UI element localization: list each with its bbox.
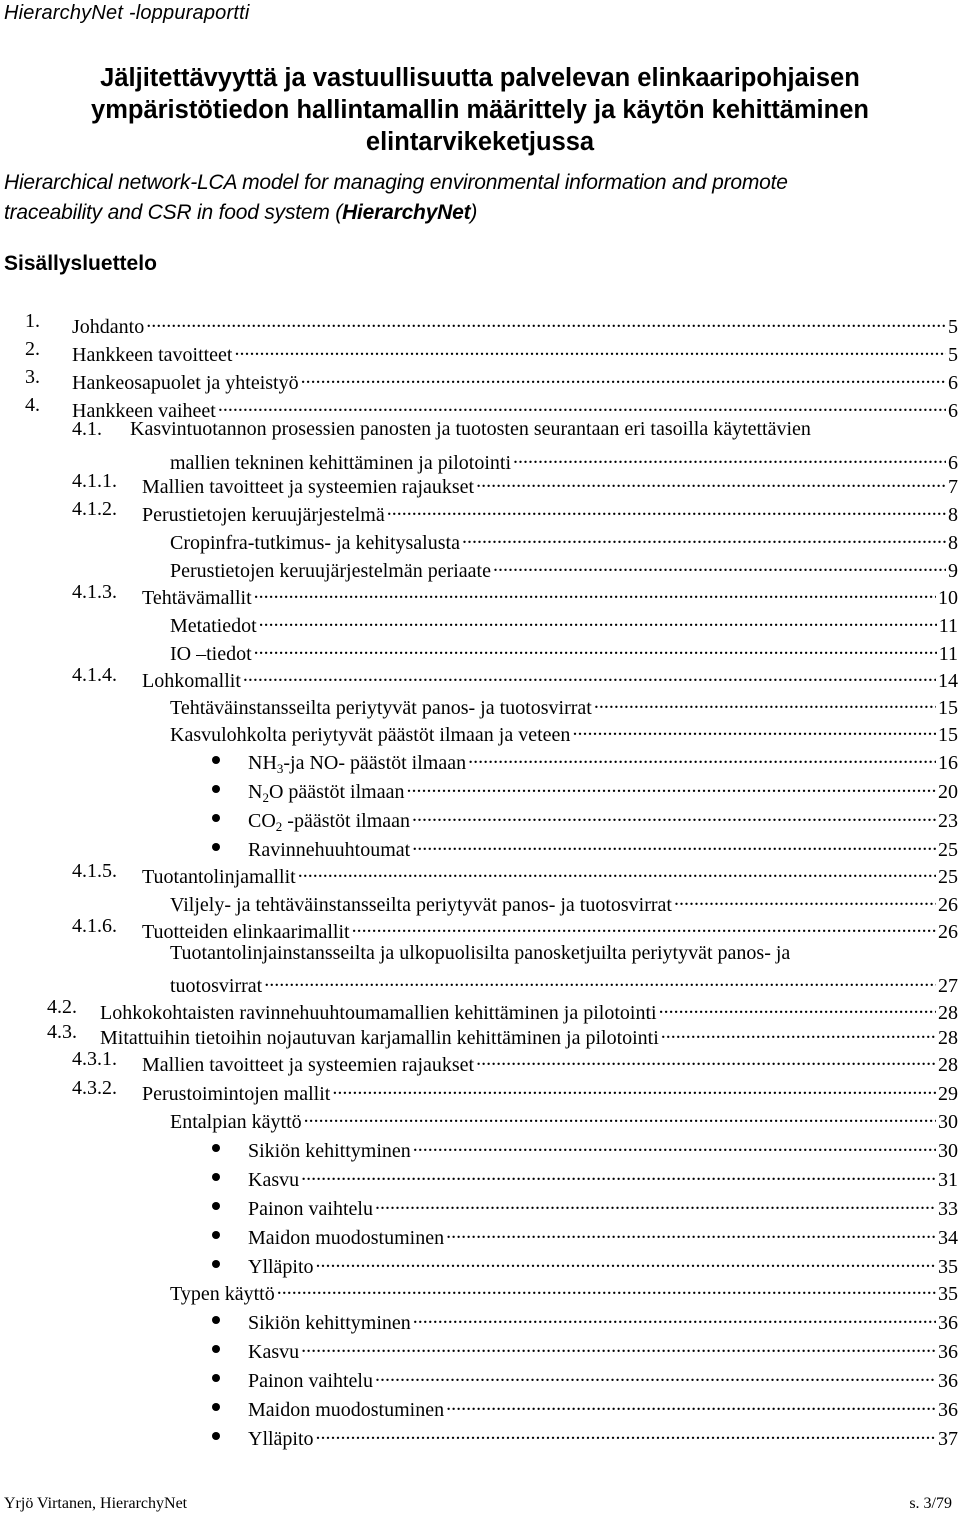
toc-dot-leader	[304, 1104, 936, 1128]
toc-entry[interactable]	[248, 745, 958, 776]
toc-entry[interactable]	[142, 580, 958, 609]
toc-page-number: 33	[938, 1198, 958, 1220]
toc-dot-leader	[413, 1305, 936, 1329]
toc-page-number: 35	[938, 1283, 958, 1305]
toc-entry[interactable]	[72, 365, 958, 394]
toc-entry[interactable]	[170, 445, 958, 474]
toc-dot-leader	[375, 1191, 936, 1215]
toc-dot-leader	[387, 497, 946, 521]
toc-entry-text: Maidon muodostuminen	[248, 1399, 445, 1421]
bullet-icon	[212, 1374, 220, 1382]
toc-entry-number: 4.1.	[72, 418, 102, 440]
toc-page-number: 28	[938, 1054, 958, 1076]
toc-page-number: 7	[948, 476, 958, 498]
toc-entry-text: Cropinfra-tutkimus- ja kehitysalusta	[170, 532, 460, 554]
bullet-icon	[212, 756, 220, 764]
toc-entry[interactable]	[248, 1133, 958, 1162]
bullet-icon	[212, 1432, 220, 1440]
toc-entry[interactable]	[248, 1334, 958, 1363]
toc-entry-text: Johdanto	[72, 316, 145, 338]
toc-entry-text: Painon vaihtelu	[248, 1198, 373, 1220]
toc-dot-leader	[301, 365, 946, 389]
toc-page-number: 23	[938, 810, 958, 832]
toc-dot-leader	[259, 608, 937, 632]
bullet-icon	[212, 1173, 220, 1181]
toc-entry-number: 2.	[25, 338, 40, 360]
toc-entry[interactable]	[170, 1104, 958, 1133]
toc-entry[interactable]	[142, 469, 958, 498]
toc-entry-text: IO –tiedot	[170, 643, 252, 665]
toc-dot-leader	[277, 1276, 936, 1300]
toc-entry[interactable]	[248, 1305, 958, 1334]
toc-entry[interactable]	[72, 393, 958, 422]
toc-entry-text[interactable]: Tuotantolinjainstansseilta ja ulkopuolisilta panosketjuilta periytyvät panos- ja	[170, 942, 791, 964]
toc-page-number: 8	[948, 504, 958, 526]
toc-entry[interactable]	[142, 859, 958, 888]
toc-entry-text: Sikiön kehittyminen	[248, 1312, 411, 1334]
toc-dot-leader	[476, 1047, 936, 1071]
toc-page-number: 25	[938, 839, 958, 861]
toc-entry[interactable]	[170, 690, 958, 719]
toc-entry[interactable]	[248, 774, 958, 805]
toc-entry-text: Lohkokohtaisten ravinnehuuhtoumamallien kehittäminen ja pilotointi	[100, 1002, 657, 1024]
toc-page-number: 9	[948, 560, 958, 582]
toc-entry-text: Entalpian käyttö	[170, 1111, 302, 1133]
toc-page-number: 5	[948, 344, 958, 366]
toc-dot-leader	[412, 803, 936, 827]
toc-entry-text: Ylläpito	[248, 1256, 314, 1278]
toc-dot-leader	[254, 580, 936, 604]
footer-author: Yrjö Virtanen, HierarchyNet	[4, 1495, 188, 1512]
toc-dot-leader	[406, 774, 936, 798]
toc-entry-text: Mallien tavoitteet ja systeemien rajaukset	[142, 1054, 475, 1076]
toc-page-number: 6	[948, 452, 958, 474]
toc-entry[interactable]	[248, 1191, 958, 1220]
toc-entry[interactable]	[248, 1162, 958, 1191]
toc-page-number: 36	[938, 1341, 958, 1363]
toc-entry-text: Tuotteiden elinkaarimallit	[142, 921, 350, 943]
toc-entry-number: 4.1.4.	[72, 664, 117, 686]
bullet-icon	[212, 785, 220, 793]
toc-entry-text: Painon vaihtelu	[248, 1370, 373, 1392]
toc-page-number: 5	[948, 316, 958, 338]
toc-entry-text: Perustietojen keruujärjestelmä	[142, 504, 385, 526]
toc-entry-text: $CO_2$ -päästöt ilmaan	[248, 810, 411, 834]
toc-page-number: 6	[948, 372, 958, 394]
toc-entry[interactable]	[248, 803, 958, 834]
toc-entry-number: 4.3.	[47, 1021, 77, 1043]
toc-dot-leader	[594, 690, 936, 714]
toc-entry-text: Tehtävämallit	[142, 587, 252, 609]
toc-dot-leader	[301, 1162, 936, 1186]
bullet-icon	[212, 1144, 220, 1152]
toc-entry[interactable]	[142, 663, 958, 692]
toc-page-number: 29	[938, 1083, 958, 1105]
toc-entry[interactable]	[142, 914, 958, 943]
toc-entry-text: tuotosvirrat	[170, 975, 263, 997]
toc-entry-text: Perustoimintojen mallit	[142, 1083, 331, 1105]
report-title-line: ympäristötiedon hallintamallin määrittely ja käytön kehittäminen	[91, 96, 869, 124]
toc-page-number: 16	[938, 752, 958, 774]
bullet-icon	[212, 1316, 220, 1324]
project-acronym: HierarchyNet	[342, 201, 471, 224]
toc-dot-leader	[301, 1334, 936, 1358]
toc-dot-leader	[412, 832, 936, 856]
toc-entry[interactable]	[170, 968, 958, 997]
toc-entry[interactable]	[170, 636, 958, 665]
toc-dot-leader	[659, 995, 936, 1019]
bullet-icon	[212, 1202, 220, 1210]
toc-page-number: 31	[938, 1169, 958, 1191]
toc-entry[interactable]	[248, 1363, 958, 1392]
toc-dot-leader	[316, 1249, 936, 1273]
footer-page-number: s. 3/79	[909, 1495, 952, 1512]
toc-entry-text: Tuotantolinjamallit	[142, 866, 296, 888]
toc-entry-text: $NH_3-ja$ NO- päästöt ilmaan	[248, 752, 467, 776]
toc-page-number: 15	[938, 724, 958, 746]
toc-entry-text: Ravinnehuuhtoumat	[248, 839, 411, 861]
toc-page-number: 11	[938, 643, 958, 665]
toc-entry[interactable]	[170, 887, 958, 916]
toc-entry[interactable]	[248, 1220, 958, 1249]
toc-entry-text: Kasvu	[248, 1169, 300, 1191]
toc-dot-leader	[476, 469, 946, 493]
toc-entry-text[interactable]: Kasvintuotannon prosessien panosten ja tuotosten seurantaan eri tasoilla käytettävien	[130, 418, 811, 440]
toc-entry[interactable]	[142, 497, 958, 526]
toc-entry-text: Hankeosapuolet ja yhteistyö	[72, 372, 299, 394]
toc-dot-leader	[462, 525, 946, 549]
bullet-icon	[212, 1260, 220, 1268]
toc-entry-text: Kasvulohkolta periytyvät päästöt ilmaan ja veteen	[170, 724, 571, 746]
bullet-icon	[212, 1231, 220, 1239]
toc-entry-text: Ylläpito	[248, 1428, 314, 1450]
toc-entry[interactable]	[170, 553, 958, 582]
toc-page-number: 37	[938, 1428, 958, 1450]
toc-page-number: 36	[938, 1370, 958, 1392]
toc-page-number: 36	[938, 1312, 958, 1334]
bullet-icon	[212, 1345, 220, 1353]
toc-dot-leader	[572, 717, 936, 741]
toc-dot-leader	[298, 859, 936, 883]
toc-entry-number: 3.	[25, 366, 40, 388]
toc-entry[interactable]	[170, 1276, 958, 1305]
report-title-line: elintarvikeketjussa	[365, 128, 595, 156]
toc-entry[interactable]	[248, 832, 958, 861]
toc-entry[interactable]	[248, 1249, 958, 1278]
toc-dot-leader	[446, 1392, 936, 1416]
toc-entry[interactable]	[170, 525, 958, 554]
toc-entry-number: 4.1.1.	[72, 470, 117, 492]
toc-entry-number: 4.2.	[47, 996, 77, 1018]
toc-entry-text: $N_2O$ päästöt ilmaan	[248, 781, 405, 805]
toc-page-number: 26	[938, 921, 958, 943]
subtitle-line: traceability and CSR in food system (HierarchyNet)	[4, 201, 478, 224]
toc-page-number: 25	[938, 866, 958, 888]
report-title-line: Jäljitettävyyttä ja vastuullisuutta palvelevan elinkaaripohjaisen	[100, 64, 860, 92]
toc-page-number: 20	[938, 781, 958, 803]
toc-page-number: 34	[938, 1227, 958, 1249]
toc-page-number: 35	[938, 1256, 958, 1278]
toc-entry-text: Viljely- ja tehtäväinstansseilta periytyvät panos- ja tuotosvirrat	[170, 894, 672, 916]
toc-dot-leader	[332, 1076, 936, 1100]
toc-dot-leader	[218, 393, 946, 417]
toc-entry-text: Kasvu	[248, 1341, 300, 1363]
toc-page-number: 26	[938, 894, 958, 916]
toc-page-number: 6	[948, 400, 958, 422]
toc-entry-text: Sikiön kehittyminen	[248, 1140, 411, 1162]
toc-dot-leader	[316, 1421, 936, 1445]
toc-dot-leader	[243, 663, 936, 687]
toc-entry-text: Tehtäväinstansseilta periytyvät panos- ja tuotosvirrat	[170, 697, 592, 719]
toc-entry[interactable]	[170, 717, 958, 746]
toc-entry-text: Mitattuihin tietoihin nojautuvan karjamallin kehittäminen ja pilotointi	[100, 1027, 659, 1049]
toc-page-number: 14	[938, 670, 958, 692]
toc-entry[interactable]	[170, 608, 958, 637]
toc-dot-leader	[468, 745, 936, 769]
toc-dot-leader	[446, 1220, 936, 1244]
toc-entry-text: mallien tekninen kehittäminen ja pilotointi	[170, 452, 512, 474]
toc-entry-text: Mallien tavoitteet ja systeemien rajaukset	[142, 476, 475, 498]
toc-dot-leader	[146, 309, 946, 333]
toc-page-number: 11	[938, 615, 958, 637]
toc-dot-leader	[375, 1363, 936, 1387]
toc-entry[interactable]	[142, 1076, 958, 1105]
toc-dot-leader	[254, 636, 937, 660]
toc-entry-text: Lohkomallit	[142, 670, 241, 692]
report-title	[0, 62, 960, 158]
toc-page-number: 28	[938, 1002, 958, 1024]
toc-dot-leader	[264, 968, 936, 992]
toc-entry-number: 1.	[25, 310, 40, 332]
toc-dot-leader	[413, 1133, 936, 1157]
document-header-title: HierarchyNet -loppuraportti	[4, 2, 250, 24]
toc-entry-number: 4.3.2.	[72, 1077, 117, 1099]
toc-entry-text: Typen käyttö	[170, 1283, 275, 1305]
toc-entry[interactable]	[142, 1047, 958, 1076]
toc-entry-text: Hankkeen vaiheet	[72, 400, 216, 422]
toc-entry-number: 4.1.3.	[72, 581, 117, 603]
toc-entry-text: Metatiedot	[170, 615, 257, 637]
toc-page-number: 15	[938, 697, 958, 719]
bullet-icon	[212, 814, 220, 822]
toc-entry-number: 4.1.6.	[72, 915, 117, 937]
toc-entry-number: 4.1.5.	[72, 860, 117, 882]
bullet-icon	[212, 1403, 220, 1411]
toc-page-number: 8	[948, 532, 958, 554]
toc-page-number: 30	[938, 1111, 958, 1133]
toc-dot-leader	[235, 337, 947, 361]
toc-entry-number: 4.	[25, 394, 40, 416]
toc-entry[interactable]	[100, 995, 958, 1024]
toc-page-number: 27	[938, 975, 958, 997]
toc-page-number: 10	[938, 587, 958, 609]
english-subtitle	[4, 168, 954, 228]
toc-entry[interactable]	[72, 337, 958, 366]
toc-heading: Sisällysluettelo	[4, 252, 157, 275]
toc-page-number: 28	[938, 1027, 958, 1049]
toc-dot-leader	[674, 887, 936, 911]
toc-dot-leader	[352, 914, 936, 938]
toc-entry[interactable]	[248, 1392, 958, 1421]
toc-dot-leader	[661, 1020, 936, 1044]
toc-dot-leader	[513, 445, 946, 469]
subtitle-line: Hierarchical network-LCA model for managing environmental information and promote	[4, 171, 788, 194]
toc-entry[interactable]	[72, 309, 958, 338]
toc-dot-leader	[493, 553, 946, 577]
toc-page-number: 30	[938, 1140, 958, 1162]
toc-entry-number: 4.3.1.	[72, 1048, 117, 1070]
toc-page-number: 36	[938, 1399, 958, 1421]
toc-entry-text: Perustietojen keruujärjestelmän periaate	[170, 560, 491, 582]
bullet-icon	[212, 843, 220, 851]
toc-entry-text: Maidon muodostuminen	[248, 1227, 445, 1249]
toc-entry[interactable]	[100, 1020, 958, 1049]
toc-entry-text: Hankkeen tavoitteet	[72, 344, 233, 366]
toc-entry[interactable]	[248, 1421, 958, 1450]
toc-entry-number: 4.1.2.	[72, 498, 117, 520]
